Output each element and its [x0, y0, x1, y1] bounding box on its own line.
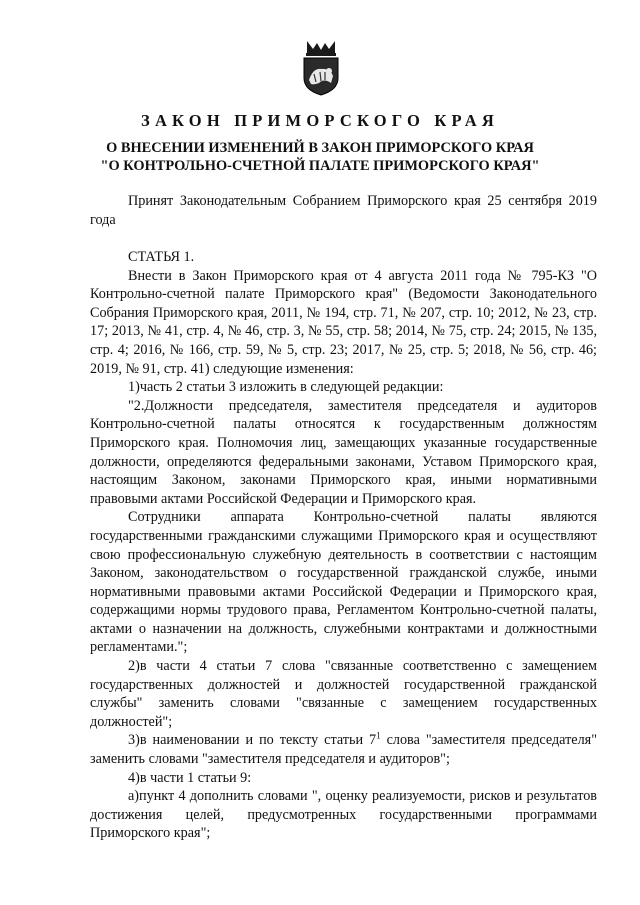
item-1: 1)часть 2 статьи 3 изложить в следующей редакции:: [128, 379, 444, 396]
item-3: [90, 731, 597, 768]
adoption-statement: Принят Законодательным Собранием Приморского края 25 сентября 2019 года: [90, 193, 597, 228]
item-3-superscript: 1: [376, 730, 381, 741]
law-subtitle: [90, 139, 550, 175]
item-4-subitem-a: а)пункт 4 дополнить словами ", оценку реализуемости, рисков и результатов достижения целей, предусмотренных государственными программами Приморского края";: [90, 788, 597, 842]
subtitle-line-2: "О КОНТРОЛЬНО-СЧЕТНОЙ ПАЛАТЕ ПРИМОРСКОГО КРАЯ": [100, 158, 540, 174]
subtitle-line-1: О ВНЕСЕНИИ ИЗМЕНЕНИЙ В ЗАКОН ПРИМОРСКОГО КРАЯ: [106, 140, 534, 156]
law-title: ЗАКОН ПРИМОРСКОГО КРАЯ: [141, 111, 499, 130]
item-2: 2)в части 4 статьи 7 слова "связанные соответственно с замещением государственных должностей и должностей государственной гражданской службы" заменить словами "связанные с замещением государственных должностей";: [90, 658, 597, 730]
item-3-text-b: слова "заместителя председателя" заменить словами "заместителя председателя и аудиторов";: [90, 732, 597, 768]
item-4: 4)в части 1 статьи 9:: [128, 769, 252, 786]
item-1-paragraph-2: Сотрудники аппарата Контрольно-счетной палаты являются государственными гражданскими служащими Приморского края и осуществляют свою профессиональную служебную деятельность в соответствии с настоящим Законом, законодательством о государственной гражданской службе, иными нормативными правовыми актами Российской Федерации и Приморского края, содержащими нормы трудового права, Регламентом Контрольно-счетной палаты, актами о назначении на должность, служебными контрактами и должностными регламентами.";: [90, 509, 597, 656]
article-body: [90, 248, 597, 843]
item-1-paragraph-1: "2.Должности председателя, заместителя председателя и аудиторов Контрольно-счетной палаты относятся к государственным должностям Приморского края. Полномочия лиц, замещающих указанные государственные должности, определяются федеральными законами, Уставом Приморского края, настоящим Законом, законами Приморского края, иными нормативными правовыми актами Российской Федерации и Приморского края.: [90, 397, 597, 507]
coat-of-arms-icon: [300, 38, 342, 96]
article-intro: Внести в Закон Приморского края от 4 августа 2011 года № 795-КЗ "О Контрольно-счетной палате Приморского края" (Ведомости Законодательного Собрания Приморского края, 2011, № 194, стр. 71, № 207, стр. 10; 2012, № 23, стр. 17; 2013, № 41, стр. 4, № 46, стр. 3, № 55, стр. 58; 2014, № 75, стр. 24; 2015, № 135, стр. 4; 2016, № 166, стр. 59, № 5, стр. 23; 2017, № 25, стр. 5; 2018, № 56, стр. 46; 2019, № 91, стр. 41) следующие изменения:: [90, 267, 597, 377]
item-3-text-a: 3)в наименовании и по тексту статьи 7: [128, 732, 377, 749]
article-heading: СТАТЬЯ 1.: [128, 249, 195, 265]
adoption-block: [90, 192, 597, 229]
